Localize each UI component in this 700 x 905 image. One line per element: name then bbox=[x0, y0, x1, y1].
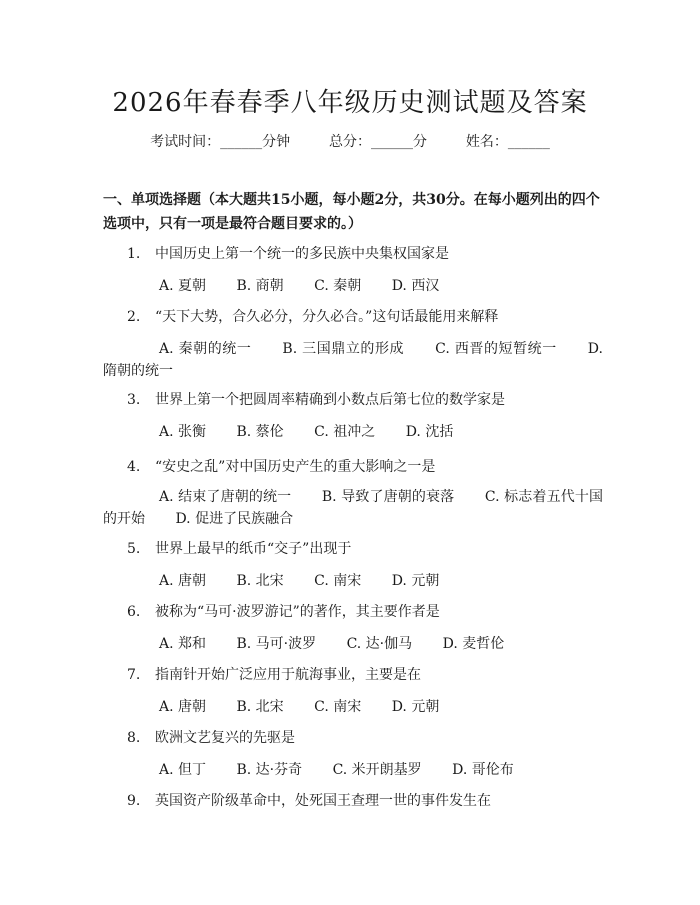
question-number: 7. bbox=[127, 667, 141, 683]
option-c[interactable]: C. 达·伽马 bbox=[346, 636, 413, 652]
option-b[interactable]: B. 达·芬奇 bbox=[236, 762, 303, 778]
options-2 bbox=[103, 338, 603, 382]
option-a[interactable]: A. 唐朝 bbox=[159, 699, 207, 715]
option-a[interactable]: A. 夏朝 bbox=[159, 278, 207, 294]
name-label: 姓名： bbox=[465, 134, 508, 150]
options-1 bbox=[103, 275, 603, 297]
page-title: 2026年春春季八年级历史测试题及答案 bbox=[112, 88, 588, 118]
option-b[interactable]: B. 商朝 bbox=[236, 278, 284, 294]
exam-meta bbox=[0, 131, 700, 151]
question-1 bbox=[103, 243, 603, 265]
question-text: 世界上最早的纸币“交子”出现于 bbox=[155, 541, 352, 557]
question-5 bbox=[103, 538, 603, 560]
option-b[interactable]: B. 三国鼎立的形成 bbox=[282, 341, 405, 357]
options-3 bbox=[103, 421, 603, 443]
option-a[interactable]: A. 秦朝的统一 bbox=[159, 341, 252, 357]
question-number: 4. bbox=[127, 459, 141, 475]
question-2 bbox=[103, 306, 603, 328]
option-d[interactable]: D. 西汉 bbox=[391, 278, 440, 294]
options-8 bbox=[103, 759, 603, 781]
question-text: 英国资产阶级革命中，处死国王查理一世的事件发生在 bbox=[155, 793, 491, 809]
option-d[interactable]: D. 元朝 bbox=[391, 699, 440, 715]
question-number: 3. bbox=[127, 392, 141, 408]
option-b[interactable]: B. 导致了唐朝的衰落 bbox=[321, 489, 455, 505]
question-number: 1. bbox=[127, 246, 141, 262]
question-text: 被称为“马可·波罗游记”的著作，其主要作者是 bbox=[155, 604, 440, 620]
question-text: 指南针开始广泛应用于航海事业，主要是在 bbox=[155, 667, 421, 683]
question-8 bbox=[103, 727, 603, 749]
question-text: 欧洲文艺复兴的先驱是 bbox=[155, 730, 295, 746]
score-unit: 分 bbox=[413, 134, 427, 150]
score-label: 总分： bbox=[329, 134, 371, 150]
option-d[interactable]: D. 促进了民族融合 bbox=[175, 511, 294, 527]
option-d[interactable]: D. 麦哲伦 bbox=[442, 636, 505, 652]
question-text: 中国历史上第一个统一的多民族中央集权国家是 bbox=[155, 246, 449, 262]
option-d[interactable]: D. 隋朝的统一 bbox=[103, 341, 603, 379]
option-a[interactable]: A. 唐朝 bbox=[159, 573, 207, 589]
option-c[interactable]: C. 南宋 bbox=[314, 699, 362, 715]
question-text: 世界上第一个把圆周率精确到小数点后第七位的数学家是 bbox=[155, 392, 505, 408]
option-b[interactable]: B. 蔡伦 bbox=[236, 424, 284, 440]
option-a[interactable]: A. 结束了唐朝的统一 bbox=[159, 489, 292, 505]
option-b[interactable]: B. 北宋 bbox=[236, 573, 284, 589]
question-number: 6. bbox=[127, 604, 141, 620]
options-4 bbox=[103, 486, 603, 530]
option-c[interactable]: C. 祖冲之 bbox=[314, 424, 376, 440]
options-6 bbox=[103, 633, 603, 655]
name-blank: ______ bbox=[507, 134, 550, 150]
question-6 bbox=[103, 601, 603, 623]
option-a[interactable]: A. 张衡 bbox=[159, 424, 207, 440]
option-c[interactable]: C. 秦朝 bbox=[314, 278, 362, 294]
option-d[interactable]: D. 哥伦布 bbox=[452, 762, 514, 778]
question-3 bbox=[103, 389, 603, 411]
time-unit: 分钟 bbox=[262, 134, 291, 150]
question-number: 9. bbox=[127, 793, 141, 809]
score-blank: ______ bbox=[371, 134, 413, 150]
option-c[interactable]: C. 西晋的短暂统一 bbox=[435, 341, 557, 357]
option-b[interactable]: B. 北宋 bbox=[236, 699, 284, 715]
option-a[interactable]: A. 但丁 bbox=[159, 762, 207, 778]
question-text: “安史之乱”对中国历史产生的重大影响之一是 bbox=[155, 459, 436, 475]
option-c[interactable]: C. 米开朗基罗 bbox=[332, 762, 422, 778]
question-7 bbox=[103, 664, 603, 686]
time-label: 考试时间： bbox=[150, 134, 221, 150]
question-number: 2. bbox=[127, 309, 141, 325]
option-a[interactable]: A. 郑和 bbox=[159, 636, 207, 652]
question-9 bbox=[103, 790, 603, 812]
option-c[interactable]: C. 南宋 bbox=[314, 573, 362, 589]
question-text: “天下大势，合久必分，分久必合。”这句话最能用来解释 bbox=[155, 309, 499, 325]
options-5 bbox=[103, 570, 603, 592]
time-blank: ______ bbox=[220, 134, 263, 150]
option-c[interactable]: C. 标志着五代十国的开始 bbox=[103, 489, 603, 527]
question-number: 5. bbox=[127, 541, 141, 557]
option-b[interactable]: B. 马可·波罗 bbox=[236, 636, 317, 652]
option-d[interactable]: D. 沈括 bbox=[405, 424, 454, 440]
question-number: 8. bbox=[127, 730, 141, 746]
question-4 bbox=[103, 456, 603, 478]
options-7 bbox=[103, 696, 603, 718]
section-heading: 一、单项选择题（本大题共15小题，每小题2分，共30分。在每小题列出的四个选项中，只有一项是最符合题目要求的。） bbox=[103, 192, 600, 232]
option-d[interactable]: D. 元朝 bbox=[391, 573, 440, 589]
